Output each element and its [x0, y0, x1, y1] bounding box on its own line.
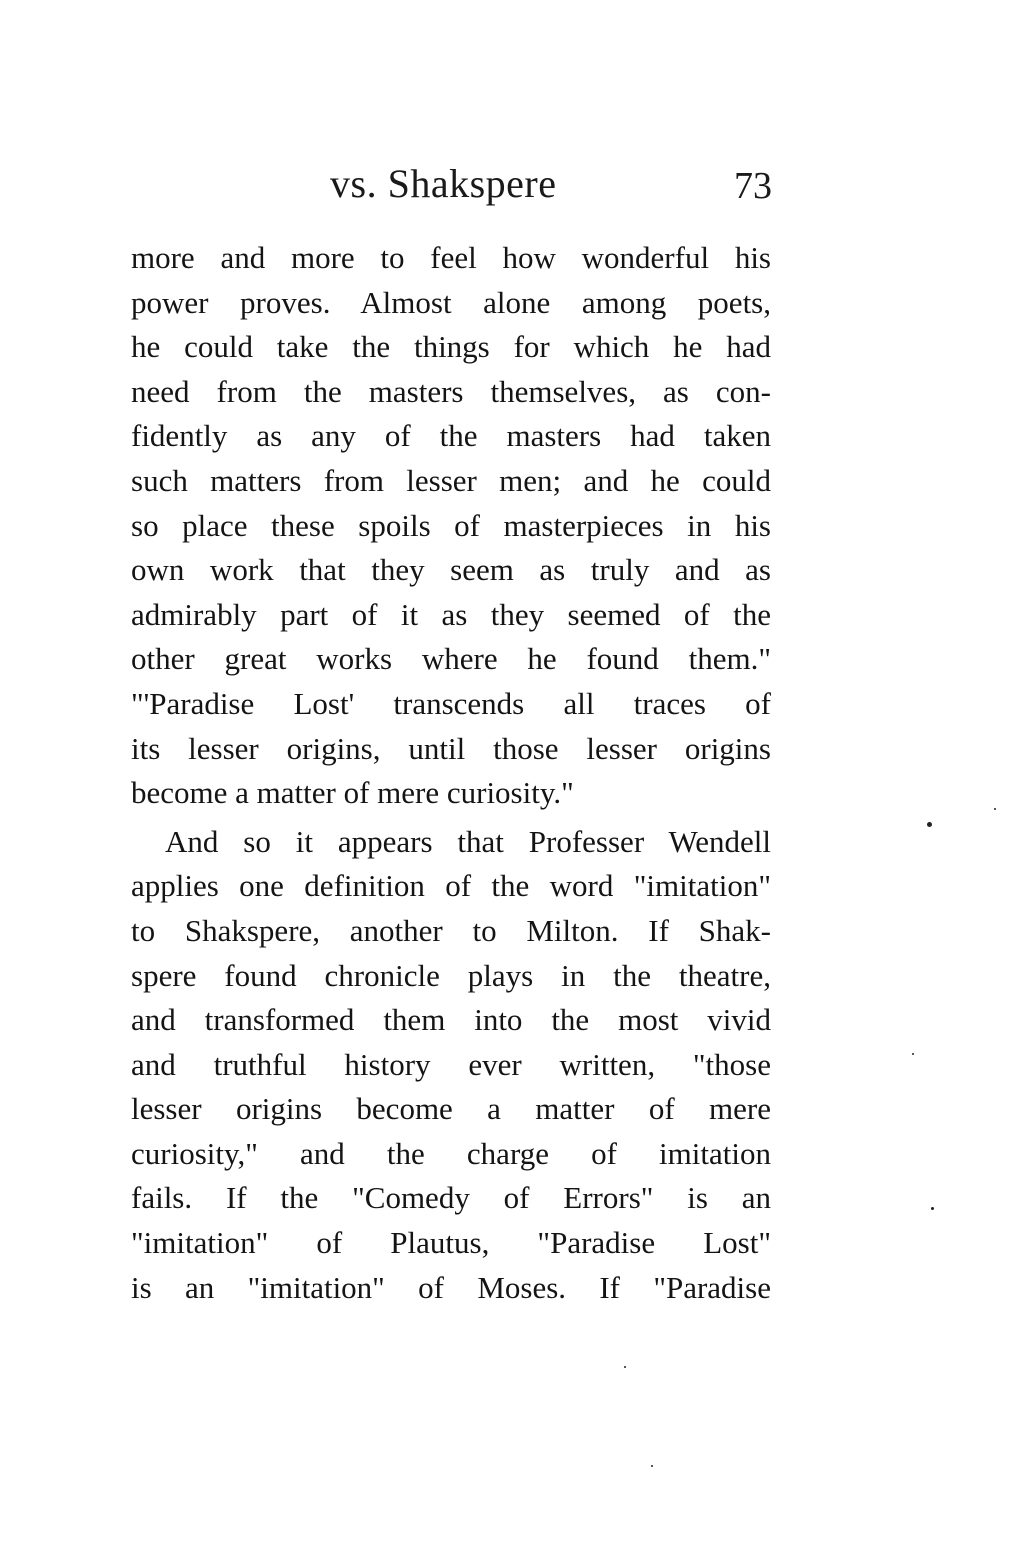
- text-line: other great works where he found them.": [131, 641, 771, 677]
- scan-speck: [912, 1053, 914, 1055]
- text-line: he could take the things for which he had: [131, 329, 771, 365]
- text-line: own work that they seem as truly and as: [131, 552, 771, 588]
- text-line: and transformed them into the most vivid: [131, 1002, 771, 1038]
- text-line: "'Paradise Lost' transcends all traces of: [131, 685, 771, 721]
- text-line: fidently as any of the masters had taken: [131, 418, 771, 454]
- text-line: "imitation" of Plautus, "Paradise Lost": [131, 1225, 771, 1261]
- text-line: so place these spoils of masterpieces in his: [131, 507, 771, 543]
- text-line: admirably part of it as they seemed of the: [131, 596, 771, 632]
- text-line: curiosity," and the charge of imitation: [131, 1135, 771, 1171]
- text-line: its lesser origins, until those lesser origins: [131, 730, 771, 766]
- text-line: is an "imitation" of Moses. If "Paradise: [131, 1269, 771, 1305]
- text-line: need from the masters themselves, as con-: [131, 373, 771, 409]
- running-title: vs. Shakspere: [330, 161, 557, 206]
- text-line: lesser origins become a matter of mere: [131, 1091, 771, 1127]
- scan-speck: [651, 1465, 653, 1467]
- text-line: more and more to feel how wonderful his: [131, 240, 771, 275]
- body-text: [131, 236, 771, 1310]
- page-number: 73: [734, 165, 772, 207]
- text-line: and truthful history ever written, "those: [131, 1046, 771, 1082]
- text-line: applies one definition of the word "imitation": [131, 868, 771, 904]
- scan-speck: [994, 808, 996, 810]
- scan-speck: [624, 1366, 626, 1368]
- scan-speck: [931, 1207, 934, 1210]
- text-line: to Shakspere, another to Milton. If Shak-: [131, 912, 771, 948]
- text-line: fails. If the "Comedy of Errors" is an: [131, 1180, 771, 1216]
- paragraph: [131, 820, 771, 1311]
- text-line: And so it appears that Professer Wendell: [165, 823, 771, 859]
- text-line: power proves. Almost alone among poets,: [131, 284, 771, 320]
- text-line: spere found chronicle plays in the theatre,: [131, 957, 771, 993]
- text-line: become a matter of mere curiosity.": [131, 775, 574, 811]
- paragraph: [131, 236, 771, 816]
- running-head: [130, 160, 772, 220]
- scan-speck: [927, 822, 932, 827]
- text-line: such matters from lesser men; and he could: [131, 462, 771, 498]
